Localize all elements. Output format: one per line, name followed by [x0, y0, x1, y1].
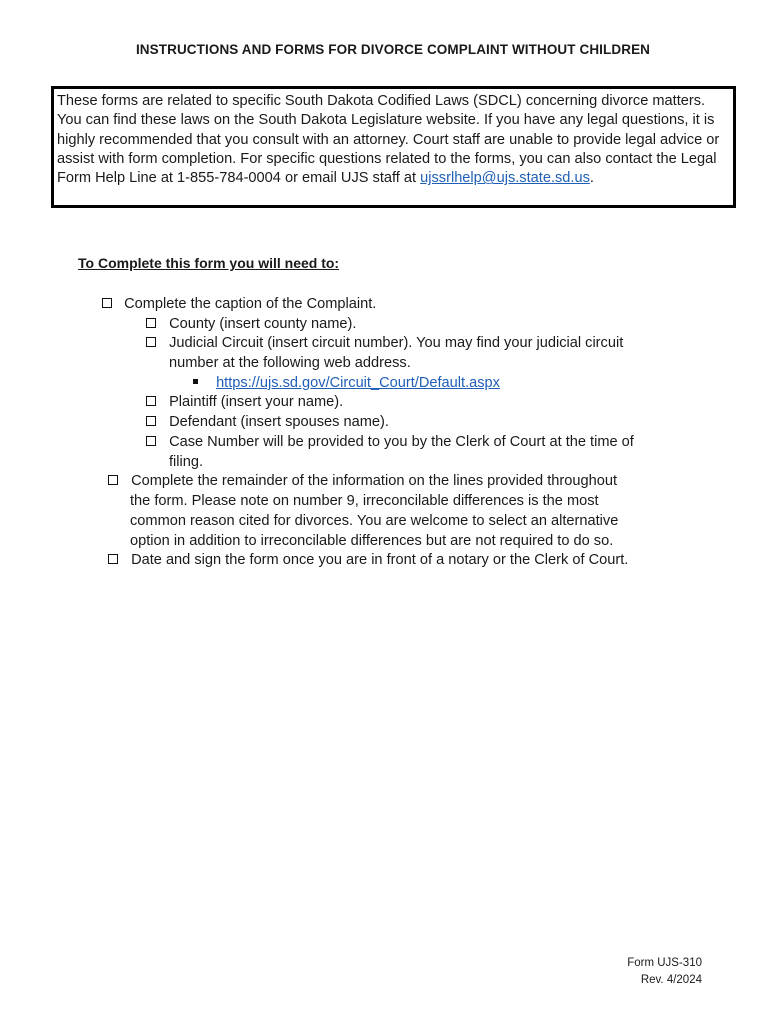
checkbox-icon — [146, 436, 156, 446]
substep-case-number — [146, 433, 634, 453]
checkbox-icon — [146, 416, 156, 426]
substep-case-number-text: Case Number will be provided to you by the Clerk of Court at the time of — [169, 434, 634, 450]
step-remainder-line4: option in addition to irreconcilable differences but are not required to do so. — [130, 533, 614, 549]
bullet-icon — [193, 379, 198, 384]
notice-body: These forms are related to specific South Dakota Codified Laws (SDCL) concerning divorce matters. You can find these laws on the South Dakota Legislature website. If you have any legal questions, it is highly recommended that you consult with an attorney. Court staff are unable to provide legal advice or assist with form completion. For specific questions related to the forms, you can also contact the Legal Form Help Line at 1-855-784-0004 or email UJS staff at — [57, 93, 720, 187]
section-heading: To Complete this form you will need to: — [78, 255, 340, 271]
step-remainder-line2: the form. Please note on number 9, irreconcilable differences is the most — [130, 493, 599, 509]
substep-defendant-text: Defendant (insert spouses name). — [169, 414, 389, 430]
substep-circuit — [146, 334, 623, 354]
step-caption-text: Complete the caption of the Complaint. — [124, 296, 377, 312]
substep-circuit-text: Judicial Circuit (insert circuit number). You may find your judicial circuit — [169, 335, 624, 351]
substep-defendant — [146, 413, 389, 433]
step-remainder — [108, 472, 617, 492]
step-caption — [102, 295, 376, 315]
circuit-court-link[interactable]: https://ujs.sd.gov/Circuit_Court/Default.aspx — [216, 375, 500, 391]
notice-box — [51, 86, 736, 208]
form-revision: Rev. 4/2024 — [640, 974, 702, 986]
substep-county — [146, 315, 356, 335]
substep-plaintiff — [146, 393, 343, 413]
checkbox-icon — [146, 337, 156, 347]
notice-period: . — [589, 170, 594, 187]
step-remainder-line3: common reason cited for divorces. You are welcome to select an alternative — [130, 513, 619, 529]
notice-text — [54, 89, 733, 188]
help-email-link[interactable]: ujssrlhelp@ujs.state.sd.us — [420, 170, 590, 187]
page-title: INSTRUCTIONS AND FORMS FOR DIVORCE COMPLAINT WITHOUT CHILDREN — [135, 42, 651, 57]
checkbox-icon — [146, 396, 156, 406]
checkbox-icon — [146, 318, 156, 328]
step-remainder-text: Complete the remainder of the information on the lines provided throughout — [131, 473, 618, 489]
form-number: Form UJS-310 — [627, 957, 702, 969]
substep-plaintiff-text: Plaintiff (insert your name). — [169, 394, 344, 410]
step-sign-text: Date and sign the form once you are in front of a notary or the Clerk of Court. — [131, 552, 629, 568]
substep-county-text: County (insert county name). — [169, 316, 357, 332]
checkbox-icon — [108, 554, 118, 564]
step-sign — [108, 551, 628, 571]
substep-case-number-continued: filing. — [169, 454, 204, 470]
circuit-url-item — [193, 374, 500, 394]
checkbox-icon — [108, 475, 118, 485]
substep-circuit-continued: number at the following web address. — [169, 355, 411, 371]
checkbox-icon — [102, 298, 112, 308]
